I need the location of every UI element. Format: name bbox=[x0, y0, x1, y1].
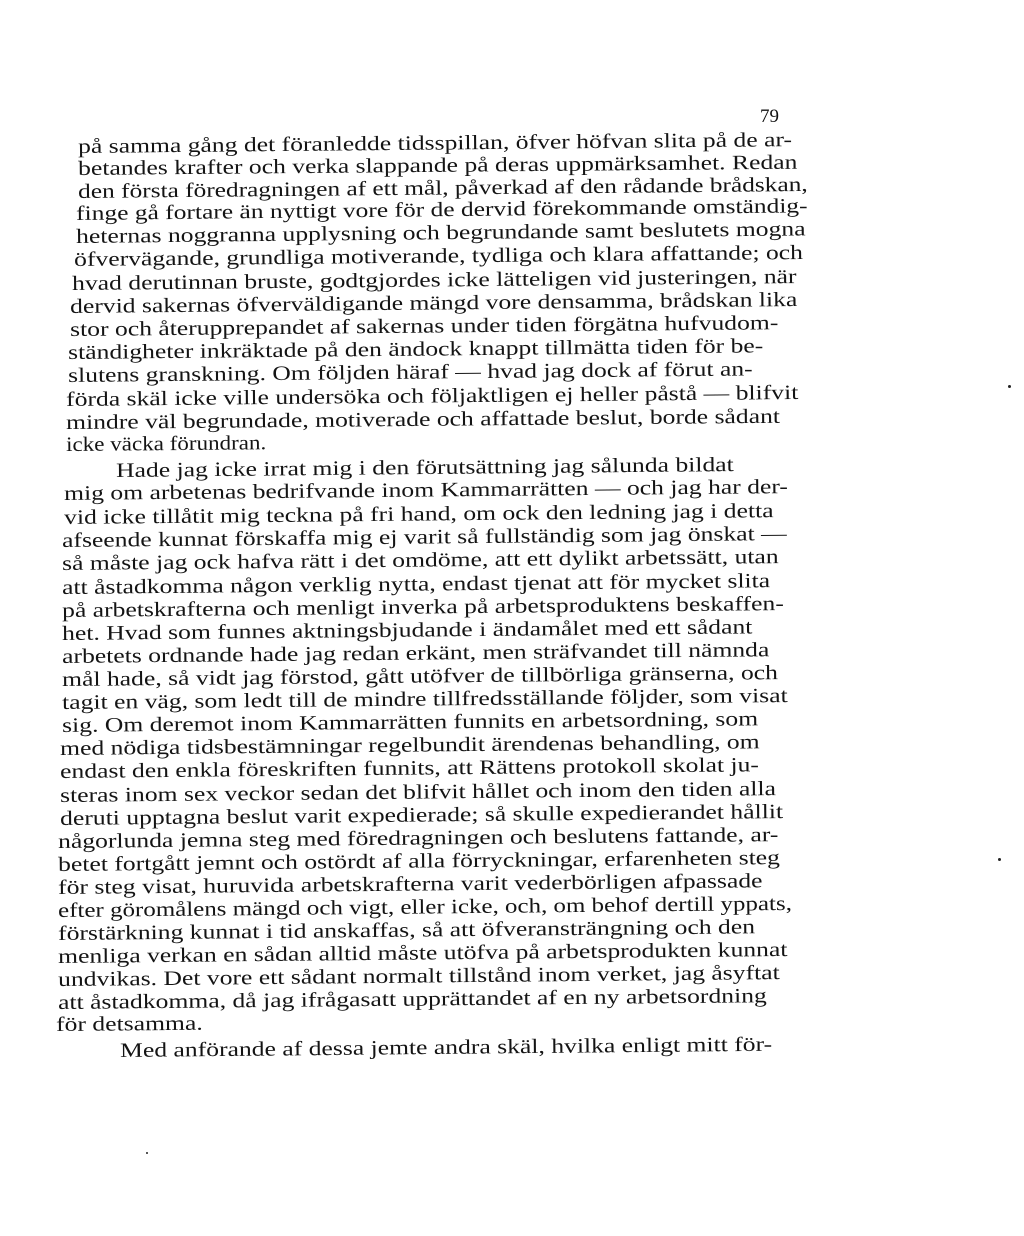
text-line: för detsamma. bbox=[56, 1012, 203, 1036]
text-line: hvad derutinnan brustе, godtgjordes icke lätteligen vid justeringen, när bbox=[72, 266, 797, 295]
text-line: mindre väl begrundade, motiverade och affattade beslut, borde sådant bbox=[66, 405, 781, 434]
text-line: mål hade, så vidt jag förstod, gått utöfver de tillbörliga gränserna, och bbox=[62, 662, 779, 691]
text-line: icke väcka förundran. bbox=[66, 432, 267, 456]
text-line: tagit en väg, som ledt till de mindre tillfredsställande följder, som visat bbox=[62, 685, 788, 714]
text-line: att åstadkomma någon verklig nytta, endast tjenat att för mycket slita bbox=[62, 570, 771, 599]
text-line: menliga verkan en sådan alltid måste utöfva på arbetsprodukten kunnat bbox=[58, 938, 788, 968]
text-line: betandes krafter och verka slappande på deras uppmärksamhet. Redan bbox=[78, 151, 798, 180]
text-line: afseende kunnat förskaffa mig ej varit så fullständig som jag önskat — bbox=[62, 523, 787, 552]
text-line: förda skäl icke ville undersöka och följaktligen ej heller påstå — blifvit bbox=[66, 381, 799, 411]
text-line: betet fortgått jemnt och ostördt af alla förryckningar, erfarenheten steg bbox=[58, 847, 781, 876]
text-line: finge gå fortare än nyttigt vore för de dervid förekommande omständig- bbox=[76, 195, 808, 225]
page-number: 79 bbox=[760, 106, 779, 127]
text-line: Hade jag icke irrat mig i den förutsättning jag sålunda bildat bbox=[116, 454, 734, 482]
text-line: steras inom sex veckor sedan det blifvit hållet och inom den tiden alla bbox=[60, 778, 777, 807]
text-line: öfvervägande, grundliga motiverande, tydliga och klara affattande; och bbox=[74, 242, 804, 271]
text-line: dervid sakernas öfverväldigande mängd vore densamma, brådskan lika bbox=[70, 289, 798, 318]
text-line: den första föredragningen af ett mål, påverkad af den rådande brådskan, bbox=[78, 173, 808, 203]
text-line: för steg visat, huruvida arbetskrafterna varit vederbörligen afpassade bbox=[58, 870, 763, 899]
text-line: undvikas. Det vore ett sådant normalt tillstånd inom verket, jag åsyftat bbox=[58, 962, 780, 991]
text-line: slutens granskning. Om följden häraf — hvad jag dock af förut an- bbox=[68, 358, 753, 387]
ink-speck bbox=[998, 858, 1001, 861]
text-line: att åstadkomma, då jag ifrågasatt upprättandet af en ny arbetsordning bbox=[58, 985, 767, 1014]
text-line: Med anförande af dessa jemte andra skäl, hvilka enligt mitt för- bbox=[120, 1033, 773, 1062]
text-line: på arbetskrafterna och menligt inverka på arbetsproduktens beskaffen- bbox=[62, 593, 784, 622]
text-line: stor och återupprepandet af sakernas under tiden förgätna hufvudom- bbox=[70, 312, 779, 341]
text-line: så måste jag ock hafva rätt i det omdöme, att ett dylikt arbetssätt, utan bbox=[62, 546, 779, 575]
text-line: mig om arbetenas bedrifvande inom Kammarrätten — och jag har der- bbox=[64, 476, 789, 505]
text-line: het. Hvad som funnes aktningsbjudande i ändamålet med ett sådant bbox=[62, 616, 753, 645]
ink-speck bbox=[1008, 385, 1011, 388]
text-line: vid icke tillåtit mig teckna på fri hand, om ock den ledning jag i detta bbox=[64, 500, 774, 529]
text-line: arbetets ordnande hade jag redan erkänt, men sträfvandet till nämnda bbox=[62, 639, 770, 668]
text-line: endast den enkla föreskriften funnits, att Rättens protokoll skolat ju- bbox=[60, 754, 760, 783]
text-line: efter göromålens mängd och vigt, eller icke, och, om behof dertill yppats, bbox=[58, 892, 792, 922]
text-line: deruti upptagna beslut varit expedierade; så skulle expedierandet hållit bbox=[60, 801, 784, 830]
text-line: heternas noggranna upplysning och begrundande samt beslutets mogna bbox=[76, 218, 806, 248]
text-line: förstärkning kunnat i tid anskaffas, så att öfveransträngning och den bbox=[58, 916, 756, 945]
text-line: på samma gång det föranledde tidsspillan, öfver höfvan slita på de ar- bbox=[78, 129, 793, 158]
text-line: någorlunda jemna steg med föredragningen och beslutens fattande, ar- bbox=[58, 824, 779, 853]
ink-speck bbox=[146, 1152, 148, 1154]
text-line: med nödiga tidsbestämningar regelbundit ärendenas behandling, om bbox=[60, 731, 760, 760]
text-line: ständigheter inkräktade på den ändock knappt tillmätta tiden för be- bbox=[68, 335, 764, 364]
text-line: sig. Om deremot inom Kammarrätten funnits en arbetsordning, som bbox=[62, 708, 759, 737]
